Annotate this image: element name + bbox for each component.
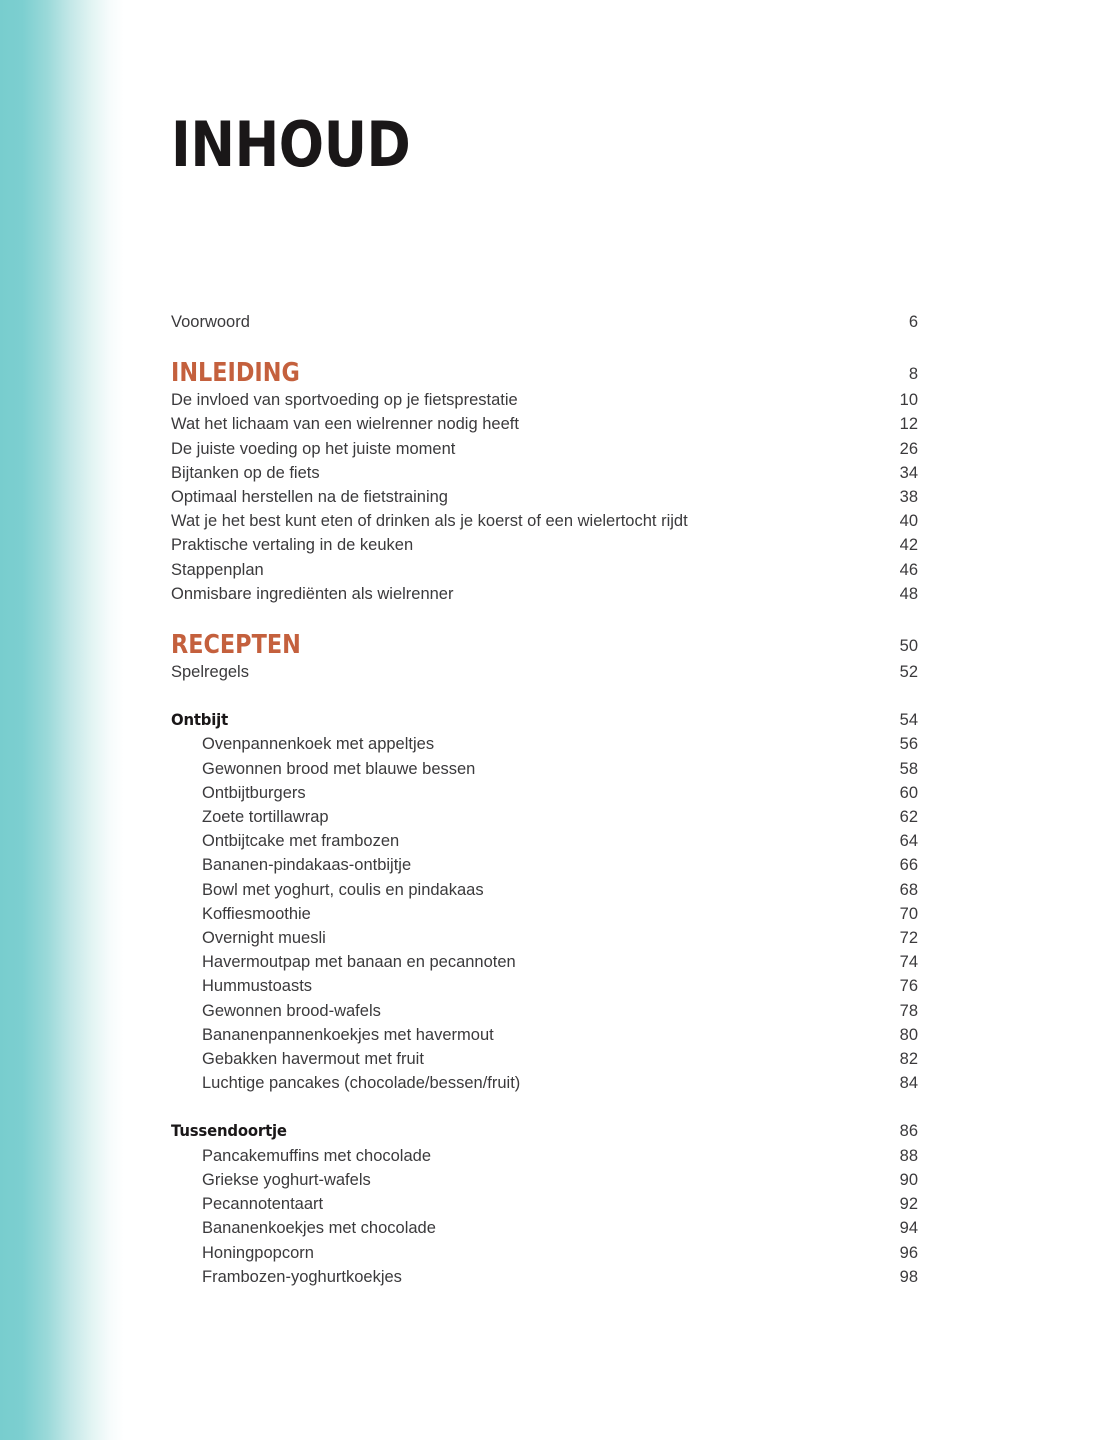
- toc-entry-label: RECEPTEN: [171, 630, 301, 661]
- toc-entry-page-number: 38: [899, 488, 918, 507]
- toc-recipe-row[interactable]: [171, 1144, 918, 1168]
- toc-entry-page-number: 10: [899, 391, 918, 410]
- toc-entry-page-number: 54: [899, 711, 918, 730]
- toc-entry-row[interactable]: [171, 533, 918, 557]
- toc-entry-row[interactable]: [171, 310, 918, 334]
- toc-recipe-row[interactable]: [171, 1023, 918, 1047]
- toc-entry-page-number: 6: [908, 313, 918, 331]
- toc-recipe-row[interactable]: [171, 999, 918, 1023]
- toc-entry-label: Hummustoasts: [202, 977, 313, 996]
- toc-entry-label: Praktische vertaling in de keuken: [171, 536, 414, 555]
- toc-entry-row[interactable]: [171, 509, 918, 533]
- toc-entry-page-number: 56: [899, 735, 918, 754]
- toc-entry-page-number: 68: [899, 880, 918, 899]
- toc-entry-page-number: 66: [899, 856, 918, 875]
- toc-entry-page-number: 98: [899, 1267, 918, 1286]
- toc-entry-label: De juiste voeding op het juiste moment: [171, 439, 456, 458]
- toc-entry-label: Griekse yoghurt-wafels: [202, 1170, 371, 1189]
- toc-entry-page-number: 78: [899, 1001, 918, 1020]
- toc-entry-label: Wat het lichaam van een wielrenner nodig heeft: [171, 415, 519, 434]
- toc-entry-label: Luchtige pancakes (chocolade/bessen/fruit): [202, 1074, 521, 1093]
- toc-entry-page-number: 80: [899, 1025, 918, 1044]
- toc-entry-row[interactable]: [171, 582, 918, 606]
- toc-entry-label: Pecannotentaart: [202, 1195, 324, 1214]
- toc-entry-page-number: 26: [899, 439, 918, 458]
- toc-entry-page-number: 62: [899, 808, 918, 827]
- toc-recipe-row[interactable]: [171, 926, 918, 950]
- toc-entry-page-number: 52: [899, 663, 918, 682]
- toc-entry-label: Havermoutpap met banaan en pecannoten: [202, 953, 516, 972]
- toc-section-heading-row[interactable]: [171, 358, 918, 388]
- toc-entry-page-number: 70: [899, 904, 918, 923]
- toc-entry-label: Frambozen-yoghurtkoekjes: [202, 1267, 402, 1286]
- toc-entry-label: Spelregels: [171, 663, 249, 682]
- toc-entry-page-number: 42: [899, 536, 918, 555]
- toc-entry-label: Ontbijtburgers: [202, 783, 306, 802]
- toc-entry-row[interactable]: [171, 412, 918, 436]
- toc-entry-row[interactable]: [171, 388, 918, 412]
- toc-recipe-row[interactable]: [171, 732, 918, 756]
- toc-entry-label: Pancakemuffins met chocolade: [202, 1146, 431, 1165]
- toc-recipe-row[interactable]: [171, 950, 918, 974]
- toc-entry-label: INLEIDING: [171, 358, 300, 389]
- toc-entry-label: Bananenkoekjes met chocolade: [202, 1219, 436, 1238]
- toc-recipe-row[interactable]: [171, 1047, 918, 1071]
- toc-entry-label: Tussendoortje: [171, 1121, 287, 1141]
- toc-recipe-row[interactable]: [171, 1241, 918, 1265]
- toc-entry-page-number: 96: [899, 1243, 918, 1262]
- toc-entry-page-number: 58: [899, 759, 918, 778]
- toc-entry-page-number: 8: [908, 365, 918, 383]
- toc-entry-label: Bananenpannenkoekjes met havermout: [202, 1025, 494, 1044]
- toc-entry-label: De invloed van sportvoeding op je fietsprestatie: [171, 391, 518, 410]
- toc-entry-page-number: 86: [899, 1122, 918, 1141]
- toc-category-heading-row[interactable]: [171, 708, 918, 732]
- toc-entry-label: Ontbijt: [171, 710, 229, 730]
- toc-entry-page-number: 64: [899, 832, 918, 851]
- toc-entry-page-number: 74: [899, 953, 918, 972]
- toc-entry-page-number: 82: [899, 1050, 918, 1069]
- table-of-contents-list: [171, 310, 918, 1289]
- toc-recipe-row[interactable]: [171, 1168, 918, 1192]
- toc-entry-page-number: 94: [899, 1219, 918, 1238]
- toc-entry-page-number: 46: [899, 560, 918, 579]
- toc-entry-label: Bowl met yoghurt, coulis en pindakaas: [202, 880, 484, 899]
- toc-entry-page-number: 50: [899, 636, 918, 655]
- toc-recipe-row[interactable]: [171, 781, 918, 805]
- toc-recipe-row[interactable]: [171, 853, 918, 877]
- toc-entry-label: Honingpopcorn: [202, 1243, 314, 1262]
- toc-recipe-row[interactable]: [171, 1216, 918, 1240]
- toc-entry-page-number: 34: [899, 463, 918, 482]
- toc-entry-label: Wat je het best kunt eten of drinken als je koerst of een wielertocht rijdt: [171, 512, 688, 531]
- toc-entry-label: Overnight muesli: [202, 929, 326, 948]
- toc-recipe-row[interactable]: [171, 1265, 918, 1289]
- toc-recipe-row[interactable]: [171, 1192, 918, 1216]
- toc-entry-page-number: 12: [899, 415, 918, 434]
- toc-entry-page-number: 60: [899, 783, 918, 802]
- toc-entry-row[interactable]: [171, 485, 918, 509]
- toc-entry-page-number: 40: [899, 512, 918, 531]
- toc-entry-label: Ontbijtcake met frambozen: [202, 832, 400, 851]
- toc-entry-page-number: 92: [899, 1195, 918, 1214]
- toc-recipe-row[interactable]: [171, 805, 918, 829]
- toc-entry-page-number: 88: [899, 1146, 918, 1165]
- toc-section-heading-row[interactable]: [171, 630, 918, 660]
- page-title: INHOUD: [171, 108, 411, 181]
- toc-recipe-row[interactable]: [171, 878, 918, 902]
- toc-category-heading-row[interactable]: [171, 1119, 918, 1143]
- toc-entry-label: Optimaal herstellen na de fietstraining: [171, 488, 448, 507]
- toc-entry-row[interactable]: [171, 437, 918, 461]
- toc-entry-row[interactable]: [171, 558, 918, 582]
- toc-entry-page-number: 84: [899, 1074, 918, 1093]
- toc-entry-label: Gebakken havermout met fruit: [202, 1050, 424, 1069]
- toc-entry-label: Bijtanken op de fiets: [171, 463, 320, 482]
- toc-entry-label: Ovenpannenkoek met appeltjes: [202, 735, 435, 754]
- toc-entry-page-number: 90: [899, 1170, 918, 1189]
- toc-recipe-row[interactable]: [171, 829, 918, 853]
- toc-entry-label: Gewonnen brood-wafels: [202, 1001, 381, 1020]
- toc-entry-label: Gewonnen brood met blauwe bessen: [202, 759, 476, 778]
- toc-recipe-row[interactable]: [171, 757, 918, 781]
- toc-entry-page-number: 76: [899, 977, 918, 996]
- toc-entry-page-number: 72: [899, 929, 918, 948]
- toc-entry-label: Voorwoord: [171, 313, 250, 331]
- toc-entry-page-number: 48: [899, 584, 918, 603]
- toc-recipe-row[interactable]: [171, 974, 918, 998]
- toc-entry-label: Stappenplan: [171, 560, 264, 579]
- toc-entry-label: Koffiesmoothie: [202, 904, 311, 923]
- toc-entry-label: Zoete tortillawrap: [202, 808, 329, 827]
- toc-entry-label: Bananen-pindakaas-ontbijtje: [202, 856, 412, 875]
- toc-entry-label: Onmisbare ingrediënten als wielrenner: [171, 584, 454, 603]
- toc-recipe-row[interactable]: [171, 902, 918, 926]
- toc-entry-row[interactable]: [171, 461, 918, 485]
- toc-entry-row[interactable]: [171, 660, 918, 684]
- toc-recipe-row[interactable]: [171, 1071, 918, 1095]
